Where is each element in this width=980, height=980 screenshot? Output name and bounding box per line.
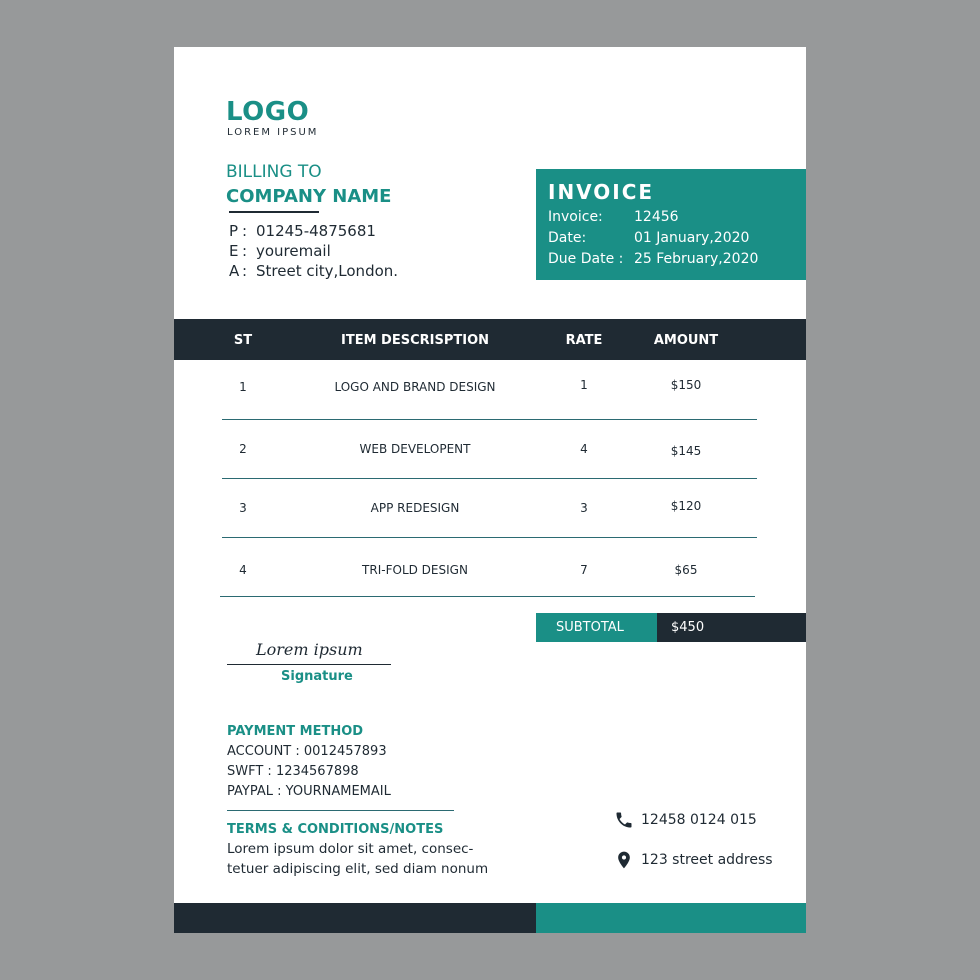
row-divider xyxy=(222,478,757,479)
cell-rate: 7 xyxy=(580,563,588,577)
billing-heading: BILLING TO xyxy=(226,162,322,182)
contact-key: A xyxy=(229,262,240,280)
invoice-row-value: 25 February,2020 xyxy=(634,251,759,267)
cell-st: 3 xyxy=(239,501,247,515)
cell-amount: $65 xyxy=(674,563,698,577)
header-rate: RATE xyxy=(565,333,603,348)
payment-account: ACCOUNT : 0012457893 xyxy=(227,744,387,759)
header-st: ST xyxy=(233,333,253,348)
invoice-date-row xyxy=(548,230,749,246)
cell-description: WEB DEVELOPENT xyxy=(359,442,471,456)
cell-amount: $150 xyxy=(670,378,702,392)
payment-swift: SWFT : 1234567898 xyxy=(227,764,359,779)
row-divider xyxy=(220,596,755,597)
cell-rate: 1 xyxy=(580,378,588,392)
invoice-title: INVOICE xyxy=(548,180,655,204)
contact-phone: P : 01245-4875681 xyxy=(229,222,376,240)
terms-line: tetuer adipiscing elit, sed diam nonum xyxy=(227,861,489,877)
header-description: ITEM DESCRISPTION xyxy=(341,333,489,348)
invoice-sheet xyxy=(174,47,806,933)
payment-divider xyxy=(227,810,454,811)
terms-title: TERMS & CONDITIONS/NOTES xyxy=(227,822,444,837)
company-name: COMPANY NAME xyxy=(226,186,392,207)
invoice-number-row xyxy=(548,209,679,225)
phone-icon xyxy=(614,810,634,830)
cell-rate: 4 xyxy=(580,442,588,456)
row-divider xyxy=(222,537,757,538)
subtotal-value: $450 xyxy=(657,613,806,642)
terms-line: Lorem ipsum dolor sit amet, consec- xyxy=(227,841,474,857)
cell-rate: 3 xyxy=(580,501,588,515)
invoice-due-date-row xyxy=(548,251,758,267)
logo: LOGO xyxy=(226,97,310,127)
row-divider xyxy=(222,419,757,420)
contact-key: P xyxy=(229,222,239,240)
cell-st: 4 xyxy=(239,563,247,577)
contact-key: E xyxy=(229,242,239,260)
location-pin-icon xyxy=(614,850,634,870)
contact-email: E : youremail xyxy=(229,242,331,260)
logo-tagline: LOREM IPSUM xyxy=(227,127,319,138)
contact-value: 01245-4875681 xyxy=(256,222,376,240)
cell-description: TRI-FOLD DESIGN xyxy=(362,563,468,577)
cell-description: APP REDESIGN xyxy=(370,501,460,515)
invoice-row-label: Invoice: xyxy=(548,209,603,225)
signature-line xyxy=(227,664,391,665)
footer-address-text: 123 street address xyxy=(641,852,773,868)
header-amount: AMOUNT xyxy=(653,333,719,348)
signature-label: Signature xyxy=(281,669,353,684)
payment-method-title: PAYMENT METHOD xyxy=(227,724,364,739)
cell-amount: $145 xyxy=(670,444,702,458)
cell-description: LOGO AND BRAND DESIGN xyxy=(334,380,496,394)
invoice-row-value: 12456 xyxy=(634,209,679,225)
invoice-info-box xyxy=(536,169,806,280)
contact-address: A : Street city,London. xyxy=(229,262,399,280)
cell-st: 1 xyxy=(239,380,247,394)
invoice-row-label: Due Date : xyxy=(548,251,624,267)
signature-text: Lorem ipsum xyxy=(256,640,363,659)
contact-value: Street city,London. xyxy=(256,262,399,280)
cell-st: 2 xyxy=(239,442,247,456)
company-underline xyxy=(229,211,319,213)
signature-script xyxy=(254,635,374,663)
footer-band-dark xyxy=(174,903,536,933)
invoice-row-value: 01 January,2020 xyxy=(634,230,750,246)
cell-amount: $120 xyxy=(670,499,702,513)
table-header xyxy=(174,319,806,360)
payment-paypal: PAYPAL : YOURNAMEMAIL xyxy=(227,784,391,799)
subtotal-label: SUBTOTAL xyxy=(536,613,657,642)
footer-band-accent xyxy=(536,903,806,933)
contact-value: youremail xyxy=(256,242,331,260)
invoice-row-label: Date: xyxy=(548,230,587,246)
footer-phone-text: 12458 0124 015 xyxy=(641,812,757,828)
